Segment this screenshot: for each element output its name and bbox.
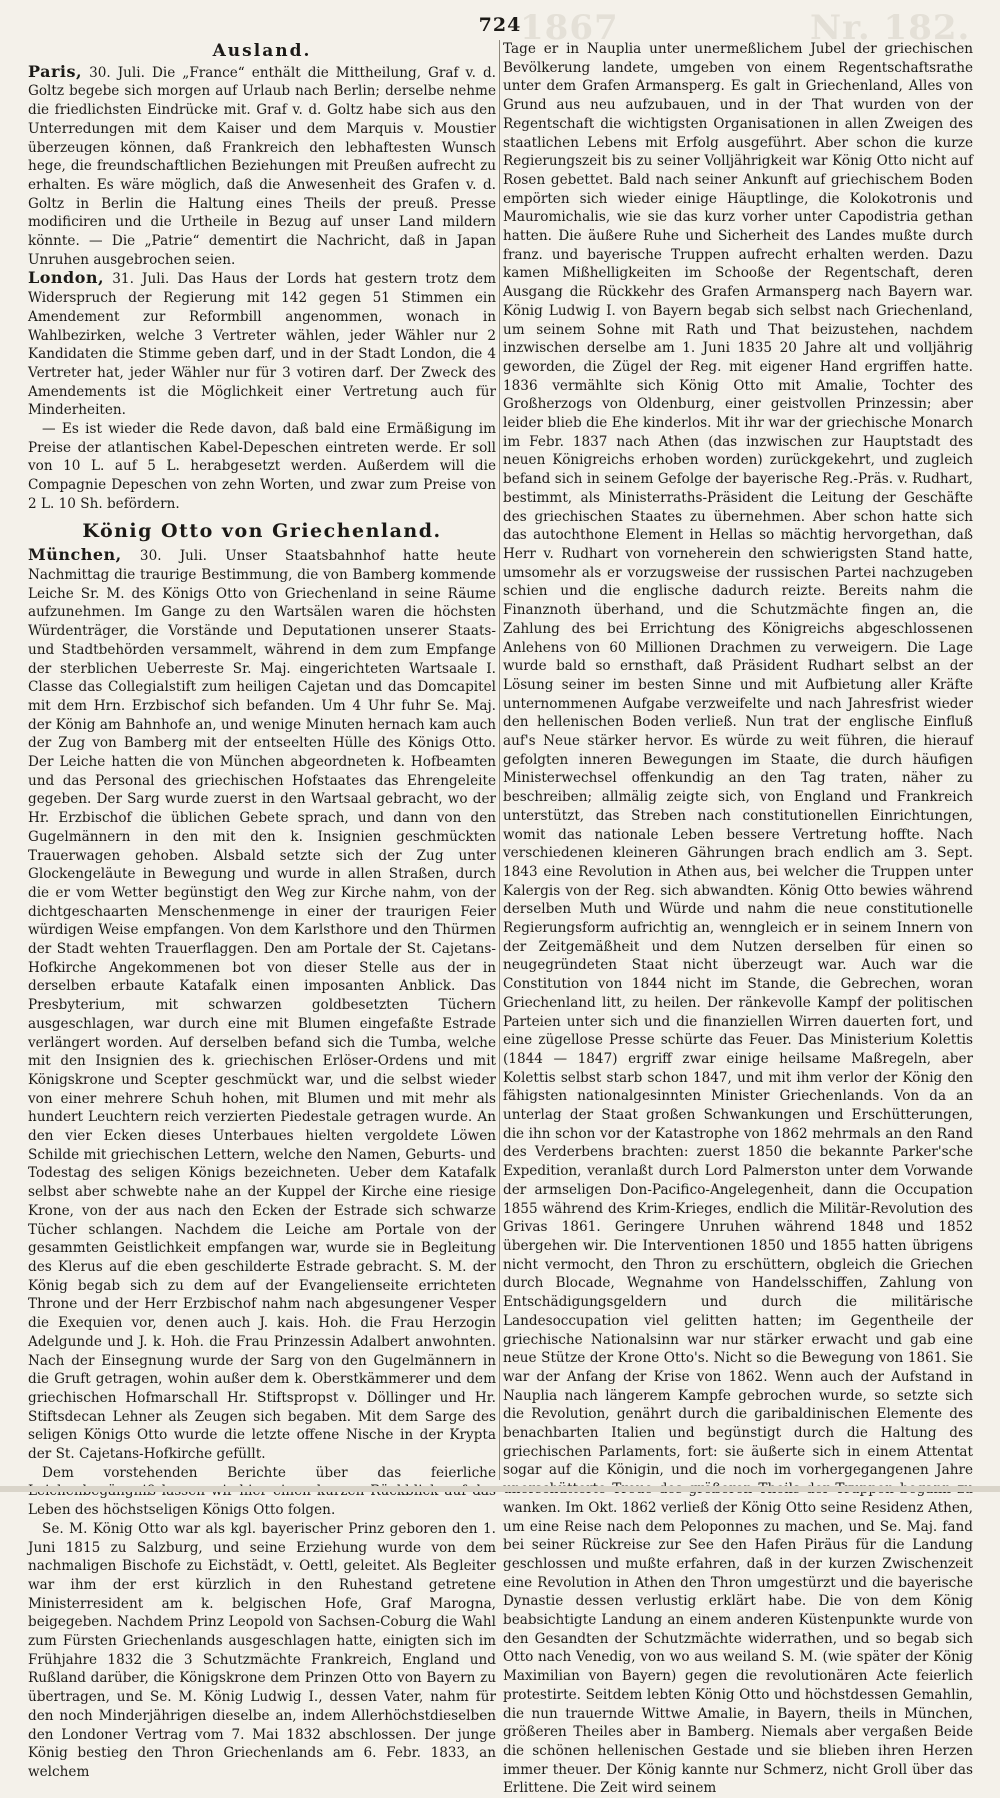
section-title-otto: König Otto von Griechenland. bbox=[82, 519, 442, 542]
paris-text: 30. Juli. Die „France“ enthält die Mittheilung, Graf v. d. Goltz begebe sich morgen auf Urlaub nach Berlin; derselbe nehme die friedlichsten Eindrücke mit. Graf v. d. Goltz habe sich aus den Unterredungen mit dem Kaiser und dem Marquis v. Moustier überzeugen können, daß Frankreich den lebhaftesten Wunsch hege, die freundschaftlichen Beziehungen mit Preußen aufrecht zu erhalten. Es wäre möglich, daß die Anwesenheit des Grafen v. d. Goltz in Berlin die Haltung eines Theils der preuß. Presse modificiren und die Urtheile in Bezug auf unser Land mildern könnte. — Die „Patrie“ dementirt die Nachricht, daß in Japan Unruhen ausgebrochen seien. bbox=[28, 64, 496, 268]
munich-text: 30. Juli. Unser Staatsbahnhof hatte heute Nachmittag die traurige Bestimmung, die von Bamberg kommende Leiche Sr. M. des Königs Otto von Griechenland in seine Räume aufzunehmen. Im Gange zu den Wartsälen waren die höchsten Würdenträger, die Vorstände und Deputationen unserer Staats- und Stadtbehörden versammelt, während in dem zum Empfange der sterblichen Ueberreste Sr. Maj. eingerichteten Wartsaale I. Classe das Collegialstift zum heiligen Cajetan und das Domcapitel mit dem Hrn. Erzbischof sich befanden. Um 4 Uhr fuhr Se. Maj. der König am Bahnhofe an, und wenige Minuten hernach kam auch der Zug von Bamberg mit der entseelten Hülle des Königs Otto. Der Leiche hatten die von München abgeordneten k. Hofbeamten und das Personal des griechischen Hofstaates das Ehrengeleite gegeben. Der Sarg wurde zuerst in den Wartsaal gebracht, wo der Hr. Erzbischof die üblichen Gebete sprach, und dann von den Gugelmännern in den mit den k. Insignien geschmückten Trauerwagen gehoben. Alsbald setzte sich der Zug unter Glockengeläute in Bewegung und wurde in allen Straßen, durch die er vom Wetter begünstigt den Weg zur Kirche nahm, von der dichtgeschaarten Menschenmenge in einer der traurigen Feier würdigen Weise empfangen. Von dem Karlsthore und den Thürmen der Stadt wehten Trauerflaggen. Den am Portale der St. Cajetans-Hofkirche Angekommenen bot von dieser Stelle aus der in derselben erbaute Katafalk einen imposanten Anblick. Das Presbyterium, mit schwarzen goldbesetzten Tüchern ausgeschlagen, war durch eine mit Blumen eingefaßte Estrade verlängert worden. Auf derselben befand sich die Tumba, welche mit den Insignien des k. griechischen Erlöser-Ordens und mit Königskrone und Scepter geschmückt war, und die selbst wieder von einer mehrere Schuh hohen, mit Blumen und mit mehr als hundert Leuchtern reich verzierten Piedestale getragen wurde. An den vier Ecken dieses Unterbaues hielten vergoldete Löwen Schilde mit griechischen Lettern, welche den Namen, Geburts- und Todestag des seligen Königs bezeichneten. Ueber dem Katafalk selbst aber schwebte nahe an der Kuppel der Kirche eine riesige Krone, von der aus nach den Ecken der Estrade sich schwarze Tücher schlangen. Nachdem die Leiche am Portale von der gesammten Geistlichkeit empfangen war, wurde sie in Begleitung des Klerus auf die eben geschilderte Estrade gebracht. S. M. der König begab sich zu dem auf der Evangelienseite errichteten Throne und der Herr Erzbischof nahm nach abgesungener Vesper die Exequien vor, denen auch J. kais. Hoh. die Frau Herzogin Adelgunde und J. k. Hoh. die Frau Prinzessin Adalbert anwohnten. Nach der Einsegnung wurde der Sarg von den Gugelmännern in die Gruft getragen, wohin außer dem k. Oberstkämmerer und dem griechischen Hofmarschall Hr. Stiftspropst v. Döllinger und Hr. Stiftsdecan Lehner als Zeugen sich begaben. Mit dem Sarge des seligen Königs Otto wurde die letzte offene Nische in der Krypta der St. Cajetans-Hofkirche gefüllt. bbox=[28, 548, 496, 1463]
bleed-through-left: 1867 bbox=[520, 8, 619, 48]
bleed-through-right: Nr. 182. bbox=[810, 8, 971, 48]
munich-text-3: Se. M. König Otto war als kgl. bayerischer Prinz geboren den 1. Juni 1815 zu Salzburg, und seine Erziehung wurde von dem nachmaligen Bischofe zu Eichstädt, v. Oettl, geleitet. Als Begleiter war ihm der erst kürzlich in den Ruhestand getretene Ministerresident am k. belgischen Hofe, Graf Marogna, beigegeben. Nachdem Prinz Leopold von Sachsen-Coburg die Wahl zum Fürsten Griechenlands ausgeschlagen hatte, einigten sich im Frühjahre 1832 die 3 Schutzmächte Frankreich, England und Rußland darüber, die Königskrone dem Prinzen Otto von Bayern zu übertragen, und Se. M. König Ludwig I., dessen Vater, nahm für den noch Minderjährigen dieselbe an, indem Allerhöchstdieselben den Londoner Vertrag vom 7. Mai 1832 abschlossen. Der junge König bestieg den Thron Griechenlands am 6. Febr. 1833, an welchem bbox=[28, 1520, 496, 1780]
munich-text-2: Dem vorstehenden Berichte über das feierliche Leben des höchstseligen Königs Otto folgen. bbox=[28, 1464, 496, 1519]
page-bottom-edge bbox=[0, 1486, 1000, 1492]
paris-dateline: Paris, bbox=[28, 61, 83, 81]
left-column bbox=[28, 40, 496, 1780]
section-title-ausland: Ausland. bbox=[212, 41, 312, 61]
london-text: 31. Juli. Das Haus der Lords hat gestern trotz dem Widerspruch der Regierung mit 142 gegen 51 Stimmen ein Amendement zur Reformbill angenommen, wonach in Wahlbezirken, welche 3 Vertreter wählen, jeder Wähler nur 2 Kandidaten die Stimme geben darf, und in der Stadt London, die 4 Vertreter hat, jeder Wähler nur für 3 votiren darf. Der Zweck des Amendements ist die Möglichkeit einer Vertretung auch für Minderheiten. bbox=[28, 271, 496, 419]
london-article bbox=[28, 269, 496, 420]
otto-biography-text: Tage er in Nauplia unter unermeßlichem Jubel der griechischen Bevölkerung landete, umgeben von einem Regentschaftsrathe unter dem Grafen Armansperg. Es galt in Griechenland, Alles von Grund aus neu aufzubauen, und in der That wurden von der Regentschaft die wichtigsten Organisationen in allen Zweigen des staatlichen Lebens mit Erfolg ausgeführt. Aber schon die kurze Regierungszeit bis zu seiner Volljährigkeit war König Otto nicht auf Rosen gebettet. Bald nach seiner Ankunft auf griechischem Boden empörten sich wieder einige Häuptlinge, die Kolokotronis und Mauromichalis, wie sie das kurz vorher unter Capodistria gethan hatten. Die äußere Ruhe und Sicherheit des Landes mußte durch franz. und bayerische Truppen aufrecht erhalten werden. Dazu kamen Mißhelligkeiten im Schooße der Regentschaft, deren Ausgang die Rückkehr des Grafen Armansperg nach Bayern war. König Ludwig I. von Bayern begab sich selbst nach Griechenland, um seinem Sohne mit Rath und That beizustehen, nachdem inzwischen derselbe am 1. Juni 1835 20 Jahre alt und volljährig geworden, die Zügel der Reg. mit eigener Hand ergriffen hatte. 1836 vermählte sich König Otto mit Amalie, Tochter des Großherzogs von Oldenburg, einer geistvollen Prinzessin; aber leider blieb die Ehe kinderlos. Mit ihr war der griechische Monarch im Febr. 1837 nach Athen (das inzwischen zur Hauptstadt des neuen Königreichs erhoben worden) zurückgekehrt, und zugleich befand sich in seinem Gefolge der bayerische Reg.-Präs. v. Rudhart, bestimmt, als Ministerraths-Präsident die Leitung der Geschäfte des griechischen Staates zu übernehmen. Aber schon hatte sich das autochthone Element in Hellas so mächtig hervorgethan, daß Herr v. Rudhart von vorneherein den schwierigsten Stand hatte, umsomehr als er vorzugsweise der russischen Partei nachzugeben schien und die englische dadurch reizte. Bereits nahm die Finanznoth überhand, und die Schutzmächte fingen an, die Zahlung des bei Errichtung des Königreichs abgeschlossenen Anlehens von 60 Millionen Drachmen zu verweigern. Die Lage wurde bald so ernsthaft, daß Präsident Rudhart selbst an der Lösung seiner im besten Sinne und mit Aufbietung aller Kräfte unternommenen Aufgabe verzweifelte und nach Jahresfrist wieder den hellenischen Boden verließ. Nun trat der englische Einfluß auf's Neue stärker hervor. Es würde zu weit führen, die hierauf gefolgten inneren Bewegungen im Staate, die durch häufigen Ministerwechsel offenkundig an den Tag traten, näher zu beschreiben; allmälig zeigte sich, von England und Frankreich unterstützt, das Streben nach constitutionellen Einrichtungen, womit das nationale Leben bessere Vertretung hoffte. Nach verschiedenen kleineren Gährungen brach endlich am 3. Sept. 1843 eine Revolution in Athen aus, bei welcher die Truppen unter Kalergis von der Reg. sich abwandten. König Otto bewies während derselben Muth und Würde und nahm die neue constitutionelle Regierungsform aufrichtig an, wenngleich er in seinem Innern von der Zeitgemäßheit und dem Nutzen derselben für einen so neugegründeten Staat nicht überzeugt war. Auch war die Constitution von 1844 nicht im Stande, die Gebrechen, woran Griechenland litt, zu heilen. Der ränkevolle Kampf der politischen Parteien unter sich und die finanziellen Wirren dauerten fort, und eine zügellose Presse schürte das Feuer. Das Ministerium Kolettis (1844 — 1847) ergriff zwar einige heilsame Maßregeln, aber Kolettis selbst starb schon 1847, und mit ihm verlor der König den fähigsten nationalgesinnten Minister Griechenlands. Von da an unterlag der Staat großen Schwankungen und Erschütterungen, die ihn schon vor der Katastrophe von 1862 mehrmals an den Rand des Verderbens brachten: zuerst 1850 die bekannte Parker'sche Expedition, veranlaßt durch Lord Palmerston unter dem Vorwande der armseligen Don-Pacifico-Angelegenheit, dann die Occupation 1855 während des Krim-Krieges, endlich die Militär-Revolution des Grivas 1861. Geringere Unruhen während 1848 und 1852 übergehen wir. Die Interventionen 1850 und 1855 hatten übrigens nicht vermocht, den Thron zu erschüttern, obgleich die Griechen durch Blocade, Wegnahme von Handelsschiffen, Zahlung von Entschädigungsgeldern und durch die militärische Landesoccupation viel gelitten hatten; im Gegentheile der griechische Nationalsinn war nur stärker erwacht und gab eine neue Stütze der Krone Otto's. Nicht so die Bewegung von 1861. Sie war der Anfang der Krise von 1862. Wenn auch der Aufstand in Nauplia nach längerem Kampfe gebrochen wurde, so setzte sich die Revolution, genährt durch die garibaldinischen Elemente des benachbarten Italien und begünstigt durch die Haltung des griechischen Parlaments, fort: sie äußerte sich in einem Attentat sogar auf die Königin, und die noch im vorhergegangenen Jahre wanken. Im Okt. 1862 verließ der König Otto seine Residenz Athen, um eine Reise nach dem Peloponnes zu machen, und Se. Maj. fand bei seiner Rückreise zur See den Hafen Piräus für die Landung geschlossen und mußte erfahren, daß in der kurzen Zwischenzeit eine Revolution in Athen den Thron umgestürzt und die bayerische Dynastie dessen verlustig erklärt habe. Die von dem König beabsichtigte Landung an einem anderen Küstenpunkte wurde von den Gesandten der Schutzmächte widerrathen, und so begab sich Otto nach Venedig, von wo aus weiland S. M. (wie später der König Maximilian von Bayern) gegen die revolutionären Acte feierlich protestirte. Seitdem lebten König Otto und höchstdessen Gemahlin, die nun trauernde Wittwe Amalie, in Bayern, theils in München, größeren Theiles aber in Bamberg. Niemals aber vergaßen Beide die schönen hellenischen Gestade und sie blieben ihren Herzen immer theuer. Der König kannte nur Schmerz, nicht Groll über das Erlittene. Die Zeit wird seinem bbox=[503, 41, 973, 1797]
munich-dateline: München, bbox=[28, 545, 122, 565]
page-number: 724 bbox=[478, 14, 522, 36]
right-column bbox=[503, 40, 973, 1797]
column-divider bbox=[499, 40, 500, 1480]
london-text-2: — Es ist wieder die Rede davon, daß bald eine Ermäßigung im Preise der atlantischen Kabel-Depeschen eintreten werde. Er soll von 10 L. auf 5 L. herabgesetzt werden. Außerdem will die Compagnie Depeschen von zehn Worten, und zwar zum Preise von 2 L. 10 Sh. befördern. bbox=[28, 421, 496, 512]
paris-article bbox=[28, 63, 496, 270]
munich-article bbox=[28, 546, 496, 1463]
london-dateline: London, bbox=[28, 268, 105, 288]
